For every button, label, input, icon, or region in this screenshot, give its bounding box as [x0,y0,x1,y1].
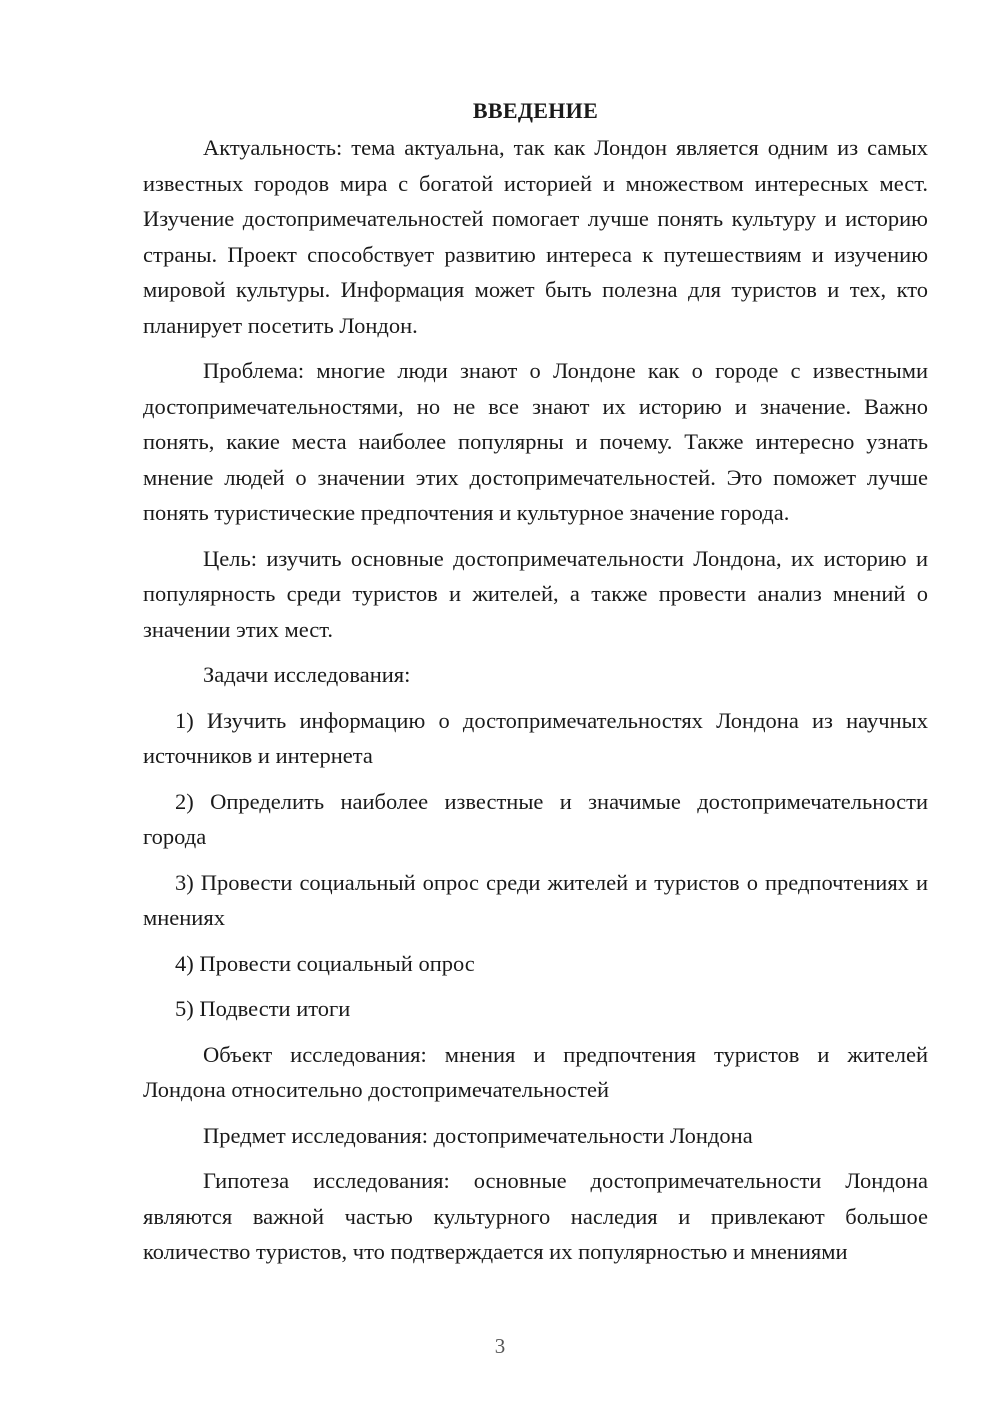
page-number: 3 [494,1334,506,1358]
task-item-5: 5) Подвести итоги [175,996,351,1021]
subject-paragraph: Предмет исследования: достопримечательности Лондона [203,1122,753,1148]
hypothesis-paragraph: Гипотеза исследования: основные достопримечательности Лондона являются важной частью культурного наследия и привлекают большое количество туристов, что подтверждается их популярностью и мнениями [143,1168,928,1264]
object-paragraph: Объект исследования: мнения и предпочтения туристов и жителей Лондона относительно достопримечательностей [143,1041,928,1102]
relevance-paragraph: Актуальность: тема актуальна, так как Лондон является одним из самых известных городов мира с богатой историей и множеством интересных мест. Изучение достопримечательностей помогает лучше понять культуру и историю страны. Проект способствует развитию интереса к путешествиям и изучению мировой культуры. Информация может быть полезна для туристов и тех, кто планирует посетить Лондон. [143,135,928,338]
task-item-4: 4) Провести социальный опрос [175,950,475,976]
task-item-3: 3) Провести социальный опрос среди жителей и туристов о предпочтениях и мнениях [143,869,928,930]
tasks-heading: Задачи исследования: [203,662,411,687]
goal-paragraph: Цель: изучить основные достопримечательности Лондона, их историю и популярность среди туристов и жителей, а также провести анализ мнений о значении этих мест. [143,545,928,642]
task-item-2: 2) Определить наиболее известные и значимые достопримечательности города [143,788,928,849]
problem-paragraph: Проблема: многие люди знают о Лондоне как о городе с известными достопримечательностями, но не все знают их историю и значение. Важно понять, какие места наиболее популярны и почему. Также интересно узнать мнение людей о значении этих достопримечательностей. Это поможет лучше понять туристические предпочтения и культурное значение города. [143,358,928,525]
section-title: ВВЕДЕНИЕ [472,98,599,123]
document-page [143,96,928,1280]
task-item-1: 1) Изучить информацию о достопримечательностях Лондона из научных источников и интернета [143,707,928,768]
